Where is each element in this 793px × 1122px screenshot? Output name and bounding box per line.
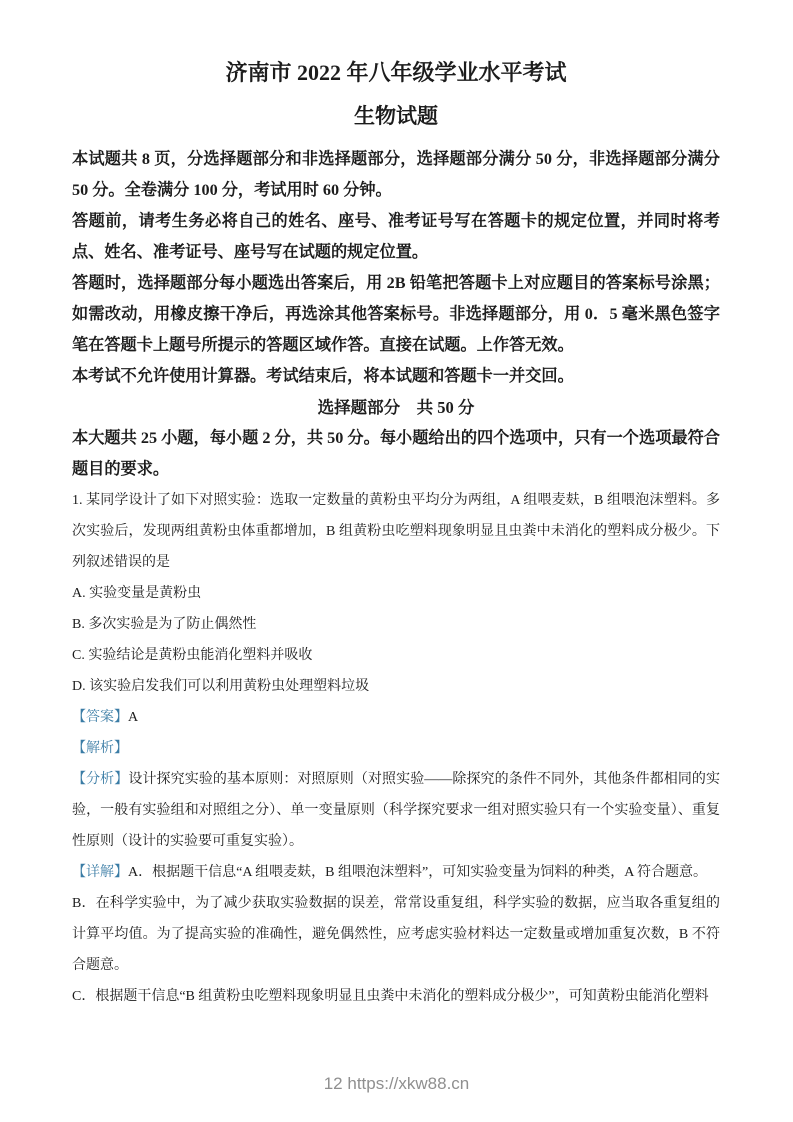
question-1-option-c: C. 实验结论是黄粉虫能消化塑料并吸收 — [72, 648, 313, 663]
question-1-detail-c: C．根据题干信息“B 组黄粉虫吃塑料现象明显且虫粪中未消化的塑料成分极少”，可知黄粉虫能消化塑料 — [72, 989, 709, 1004]
detail-label: 【详解】 — [72, 865, 128, 880]
question-1-stem: 1. 某同学设计了如下对照实验：选取一定数量的黄粉虫平均分为两组，A 组喂麦麸，B 组喂泡沫塑料。多次实验后，发现两组黄粉虫体重都增加，B 组黄粉虫吃塑料现象明显且虫粪中未消化的塑料成分极少。下列叙述错误的是 — [72, 493, 720, 570]
question-1-option-a: A. 实验变量是黄粉虫 — [72, 586, 202, 601]
notice-no-calculator: 本考试不允许使用计算器。考试结束后，将本试题和答题卡一并交回。 — [72, 367, 574, 385]
answer-value: A — [128, 710, 139, 725]
exam-title: 济南市 2022 年八年级学业水平考试 — [225, 60, 567, 85]
notice-answering-method: 答题时，选择题部分每小题选出答案后，用 2B 铅笔把答题卡上对应题目的答案标号涂黑；如需改动，用橡皮擦干净后，再选涂其他答案标号。非选择题部分，用 0．5 毫米黑色签字笔在答题卡上题号所提示的答题区域作答。直接在试题。上作答无效。 — [72, 274, 720, 354]
question-1-option-d: D. 该实验启发我们可以利用黄粉虫处理塑料垃圾 — [72, 679, 370, 694]
watermark-url: https://xkw88.cn — [347, 1074, 470, 1093]
explanation-label: 【解析】 — [72, 741, 128, 756]
question-1-detail-a — [72, 857, 720, 888]
detail-a-text: A．根据题干信息“A 组喂麦麸，B 组喂泡沫塑料”，可知实验变量为饲料的种类，A 符合题意。 — [128, 865, 708, 880]
section-heading-multiple-choice: 选择题部分 共 50 分 — [317, 398, 475, 417]
section-intro: 本大题共 25 小题，每小题 2 分，共 50 分。每小题给出的四个选项中，只有一个选项最符合题目的要求。 — [72, 429, 720, 478]
page-number: 12 — [323, 1074, 343, 1093]
answer-label: 【答案】 — [72, 710, 128, 725]
question-1-analysis — [72, 764, 720, 857]
question-1-explanation-heading — [72, 733, 720, 764]
question-1-option-b: B. 多次实验是为了防止偶然性 — [72, 617, 257, 632]
question-1-detail-b: B．在科学实验中，为了减少获取实验数据的误差，常常设重复组，科学实验的数据，应当取各重复组的计算平均值。为了提高实验的准确性，避免偶然性，应考虑实验材料达一定数量或增加重复次数，B 不符合题意。 — [72, 896, 720, 973]
analysis-label: 【分析】 — [72, 772, 129, 787]
analysis-text: 设计探究实验的基本原则：对照原则（对照实验——除探究的条件不同外，其他条件都相同的实验，一般有实验组和对照组之分）、单一变量原则（科学探究要求一组对照实验只有一个实验变量）、重复性原则（设计的实验要可重复实验）。 — [72, 772, 721, 849]
question-1-answer-line — [72, 702, 720, 733]
page-footer — [0, 1074, 793, 1094]
notice-before-answering: 答题前，请考生务必将自己的姓名、座号、准考证号写在答题卡的规定位置，并同时将考点、姓名、准考证号、座号写在试题的规定位置。 — [72, 212, 720, 261]
notice-pages-and-scores: 本试题共 8 页，分选择题部分和非选择题部分，选择题部分满分 50 分，非选择题部分满分 50 分。全卷满分 100 分，考试用时 60 分钟。 — [72, 150, 720, 199]
exam-subtitle: 生物试题 — [354, 104, 438, 128]
